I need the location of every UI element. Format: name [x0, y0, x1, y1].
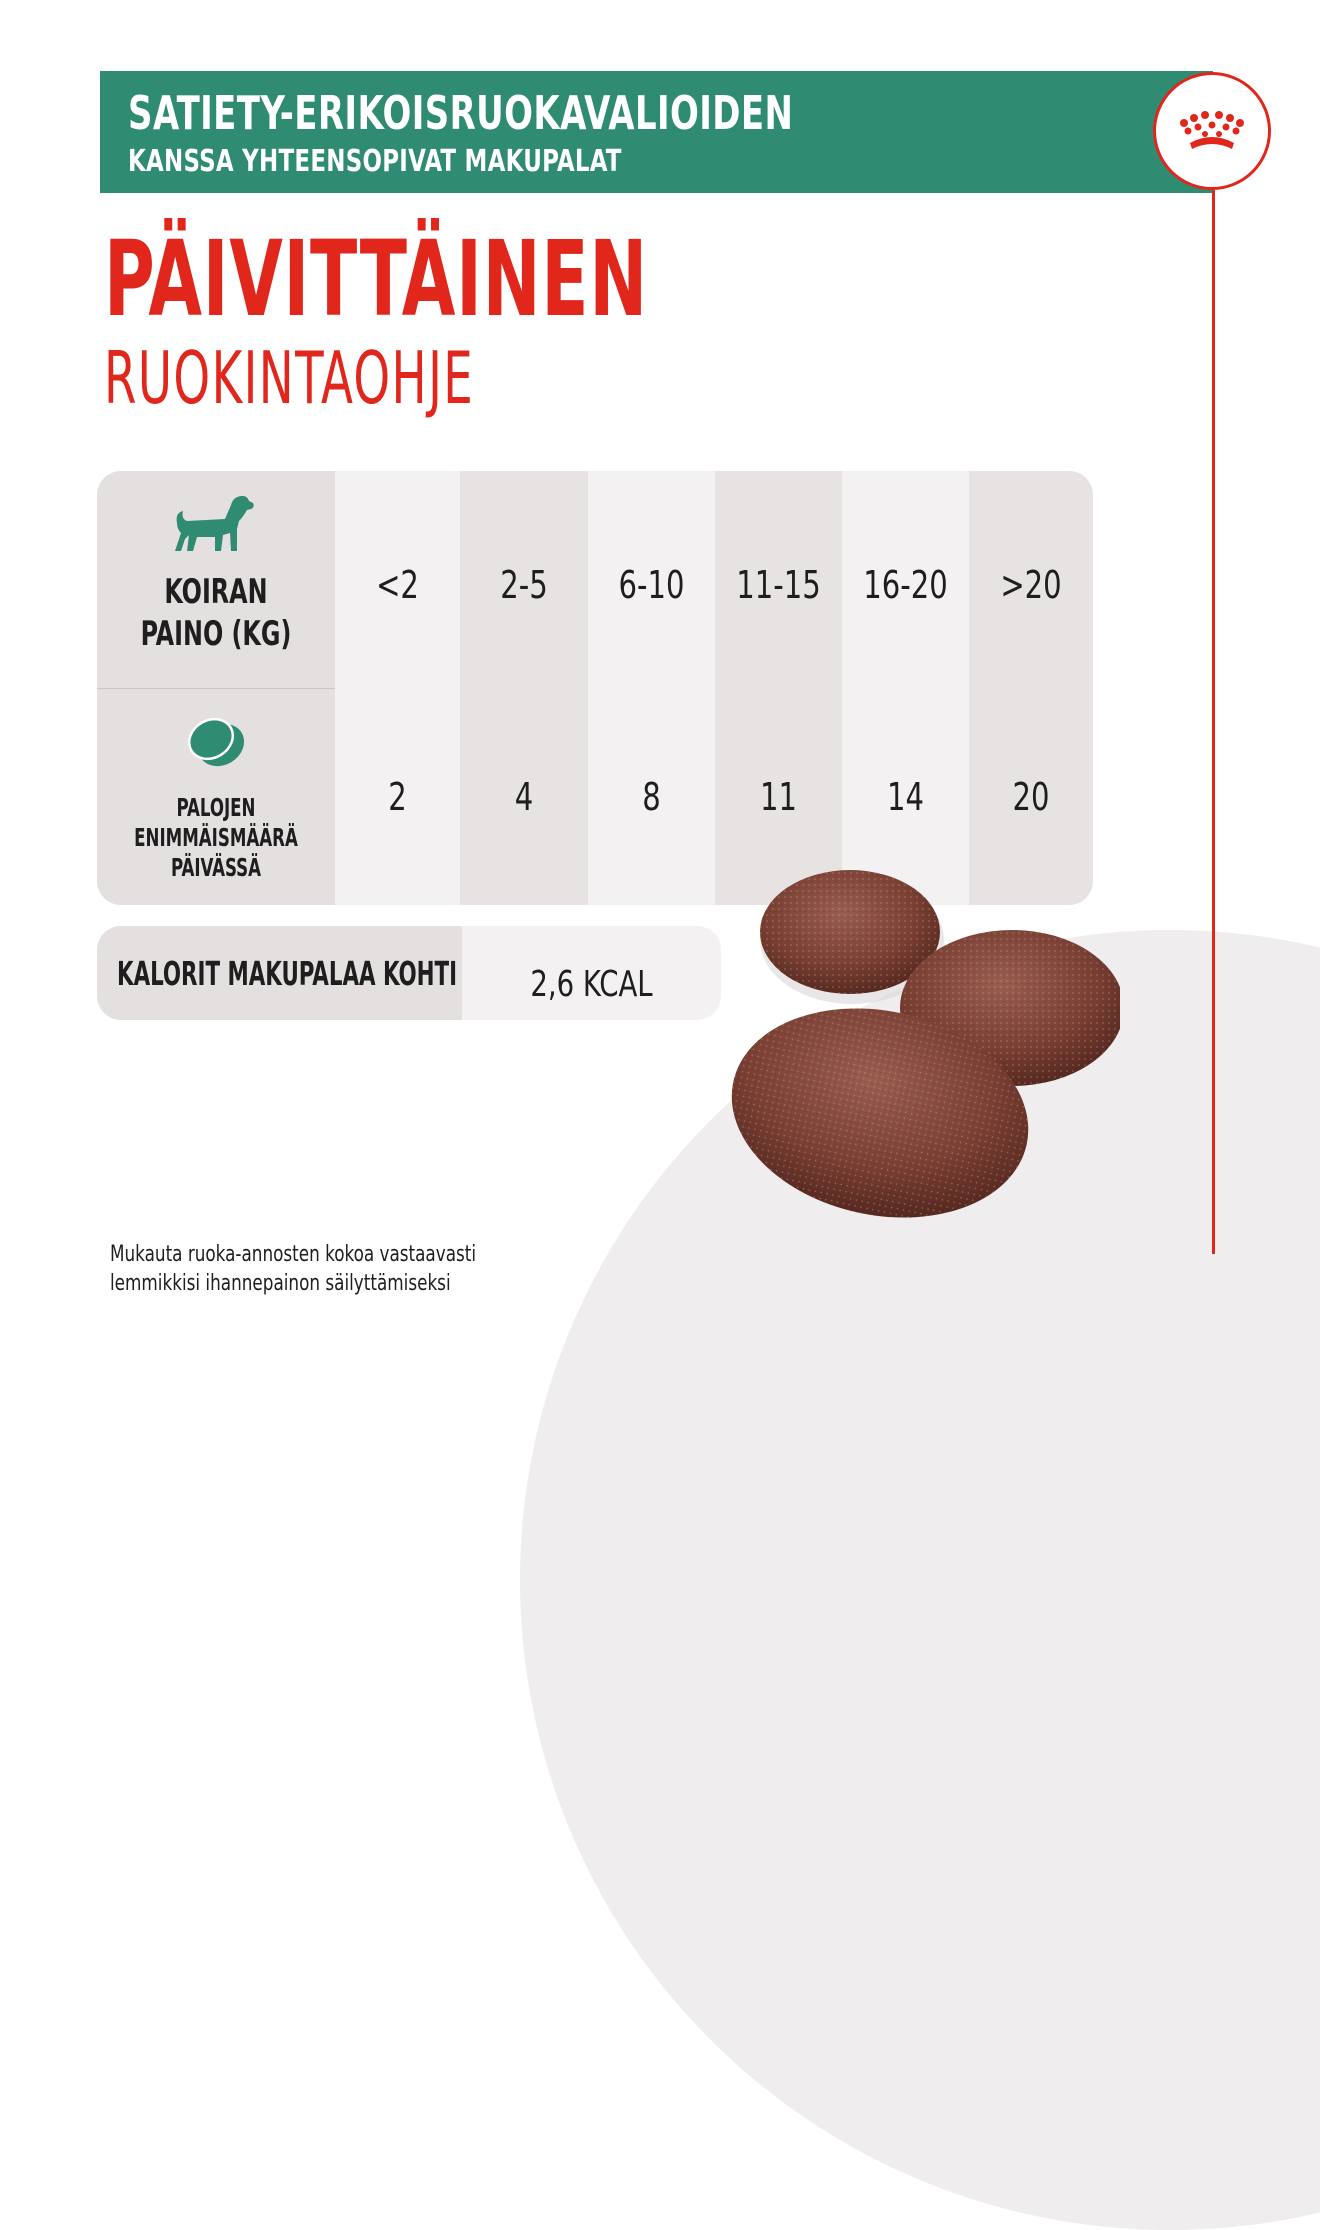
treats-label-line1: PALOJEN: [176, 793, 256, 822]
column-1: [335, 471, 460, 905]
weight-cell: 2-5: [500, 563, 548, 607]
calories-value: 2,6 KCAL: [530, 964, 653, 1005]
footnote: [110, 1240, 476, 1298]
royal-crown-icon: [1178, 109, 1246, 155]
weight-cell: 11-15: [736, 563, 821, 607]
label-column: [97, 471, 335, 905]
calories-box: [97, 926, 721, 1020]
header-title: SATIETY-ERIKOISRUOKAVALIOIDEN: [128, 86, 794, 140]
column-2: [460, 471, 588, 905]
main-title: PÄIVITTÄINEN: [104, 218, 648, 340]
weight-cell: <2: [376, 563, 419, 607]
treats-cell: 2: [388, 775, 407, 819]
weight-label-line1: KOIRAN: [164, 572, 268, 612]
treats-label-line2: ENIMMÄISMÄÄRÄ: [134, 823, 298, 852]
treats-label: [128, 793, 304, 883]
treats-cell: 11: [760, 775, 797, 819]
treats-cell: 8: [642, 775, 661, 819]
dog-icon: [173, 493, 257, 555]
kibble-photo: [700, 860, 1120, 1230]
column-4: [715, 471, 842, 905]
weight-label-line2: PAINO (KG): [140, 614, 292, 654]
footnote-line1: Mukauta ruoka-annosten kokoa vastaavasti: [110, 1242, 477, 1267]
treats-cell: 20: [1012, 775, 1050, 819]
weight-cell: 6-10: [618, 563, 685, 607]
brand-logo: [1153, 72, 1271, 190]
treats-cell: 14: [887, 775, 924, 819]
brand-vertical-line: [1212, 190, 1215, 1254]
calories-label: KALORIT MAKUPALAA KOHTI: [117, 954, 458, 993]
main-subtitle: RUOKINTAOHJE: [104, 336, 475, 420]
feeding-table: [97, 471, 1093, 905]
footnote-line2: lemmikkisi ihannepainon säilyttämiseksi: [110, 1271, 451, 1296]
weight-cell: >20: [1000, 563, 1062, 607]
column-5: [842, 471, 969, 905]
weight-label: [123, 571, 309, 655]
treats-label-line3: PÄIVÄSSÄ: [170, 853, 262, 882]
kibble-icon: [185, 713, 249, 773]
weight-cell: 16-20: [863, 563, 948, 607]
treats-cell: 4: [514, 775, 534, 819]
column-6: [969, 471, 1093, 905]
header-subtitle: KANSSA YHTEENSOPIVAT MAKUPALAT: [128, 144, 622, 179]
row-divider: [97, 688, 335, 689]
column-3: [588, 471, 715, 905]
